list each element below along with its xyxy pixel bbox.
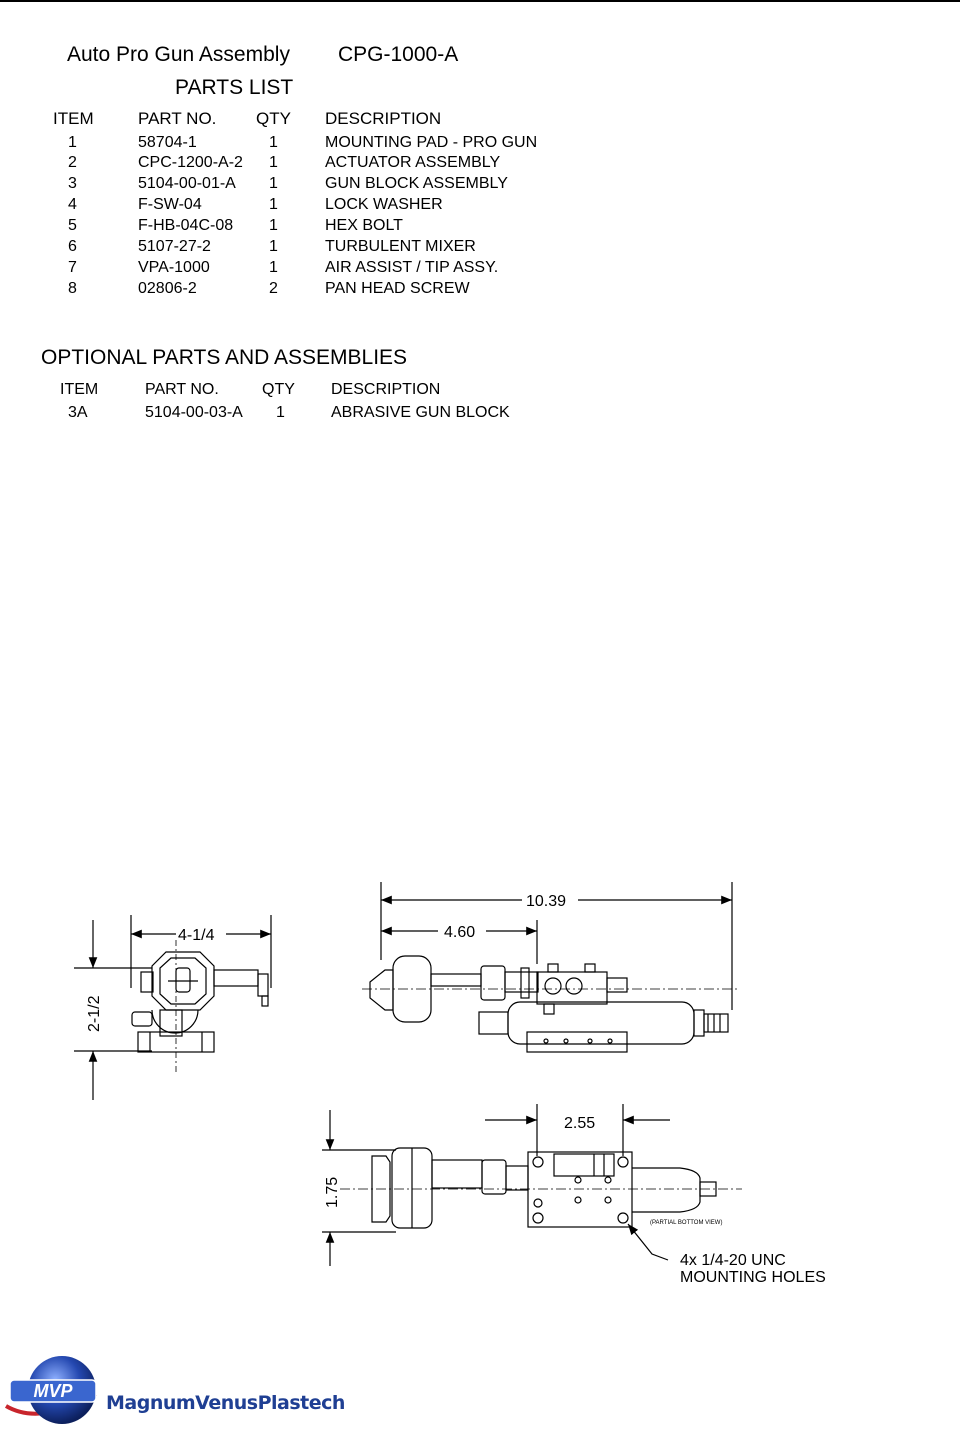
company-name: MagnumVenusPlastech bbox=[106, 1392, 345, 1414]
row-item: 4 bbox=[68, 196, 77, 213]
technical-drawing bbox=[0, 860, 960, 1300]
bottom-view bbox=[322, 1104, 742, 1266]
row-description: PAN HEAD SCREW bbox=[325, 280, 470, 297]
mounting-holes-note-line2: MOUNTING HOLES bbox=[680, 1269, 826, 1286]
row-qty: 1 bbox=[269, 154, 278, 171]
row-part-no: F-SW-04 bbox=[138, 196, 202, 213]
row-item: 8 bbox=[68, 280, 77, 297]
dim-overall-length: 10.39 bbox=[526, 893, 567, 910]
row-item: 3 bbox=[68, 175, 77, 192]
row-part-no: 5104-00-03-A bbox=[145, 404, 243, 421]
row-qty: 1 bbox=[269, 196, 278, 213]
document-title: Auto Pro Gun Assembly bbox=[67, 43, 290, 66]
row-item: 5 bbox=[68, 217, 77, 234]
column-header-description: DESCRIPTION bbox=[331, 381, 441, 398]
top-rule bbox=[0, 0, 960, 2]
optional-parts-heading: OPTIONAL PARTS AND ASSEMBLIES bbox=[41, 346, 408, 369]
row-part-no: 5104-00-01-A bbox=[138, 175, 236, 192]
column-header-description: DESCRIPTION bbox=[325, 109, 442, 128]
parts-list-heading: PARTS LIST bbox=[175, 76, 294, 99]
row-item: 6 bbox=[68, 238, 77, 255]
column-header-part-no: PART NO. bbox=[145, 381, 219, 398]
mvp-globe-icon bbox=[0, 1350, 110, 1430]
row-item: 1 bbox=[68, 134, 77, 151]
column-header-item: ITEM bbox=[53, 109, 94, 128]
row-part-no: 5107-27-2 bbox=[138, 238, 211, 255]
dim-width-front: 4-1/4 bbox=[178, 927, 215, 944]
row-description: ABRASIVE GUN BLOCK bbox=[331, 404, 510, 421]
row-description: AIR ASSIST / TIP ASSY. bbox=[325, 259, 499, 276]
row-description: LOCK WASHER bbox=[325, 196, 443, 213]
row-qty: 1 bbox=[269, 134, 278, 151]
dim-height-front: 2-1/2 bbox=[86, 995, 103, 1032]
row-part-no: CPC-1200-A-2 bbox=[138, 154, 243, 171]
row-item: 3A bbox=[68, 404, 88, 421]
column-header-part-no: PART NO. bbox=[138, 109, 217, 128]
row-item: 2 bbox=[68, 154, 77, 171]
dim-mount-spacing: 2.55 bbox=[564, 1115, 596, 1132]
row-qty: 1 bbox=[276, 404, 285, 421]
row-qty: 1 bbox=[269, 175, 278, 192]
front-view bbox=[74, 915, 271, 1100]
row-description: HEX BOLT bbox=[325, 217, 403, 234]
row-part-no: F-HB-04C-08 bbox=[138, 217, 234, 234]
row-description: MOUNTING PAD - PRO GUN bbox=[325, 134, 538, 151]
row-description: GUN BLOCK ASSEMBLY bbox=[325, 175, 508, 192]
row-qty: 1 bbox=[269, 238, 278, 255]
company-logo bbox=[0, 1350, 380, 1430]
mounting-holes-note-line1: 4x 1/4-20 UNC bbox=[680, 1252, 786, 1269]
dim-mount-width: 1.75 bbox=[324, 1176, 341, 1208]
partial-view-note: (PARTIAL BOTTOM VIEW) bbox=[650, 1220, 723, 1226]
row-part-no: 58704-1 bbox=[138, 134, 197, 151]
row-part-no: 02806-2 bbox=[138, 280, 197, 297]
logo-badge-text: MVP bbox=[33, 1381, 73, 1401]
row-qty: 1 bbox=[269, 217, 278, 234]
row-qty: 1 bbox=[269, 259, 278, 276]
dim-pad-offset: 4.60 bbox=[444, 924, 476, 941]
row-description: TURBULENT MIXER bbox=[325, 238, 476, 255]
row-description: ACTUATOR ASSEMBLY bbox=[325, 154, 501, 171]
model-number: CPG-1000-A bbox=[338, 43, 459, 66]
row-part-no: VPA-1000 bbox=[138, 259, 210, 276]
column-header-qty: QTY bbox=[256, 109, 291, 128]
column-header-item: ITEM bbox=[60, 381, 99, 398]
row-qty: 2 bbox=[269, 280, 278, 297]
row-item: 7 bbox=[68, 259, 77, 276]
column-header-qty: QTY bbox=[262, 381, 295, 398]
